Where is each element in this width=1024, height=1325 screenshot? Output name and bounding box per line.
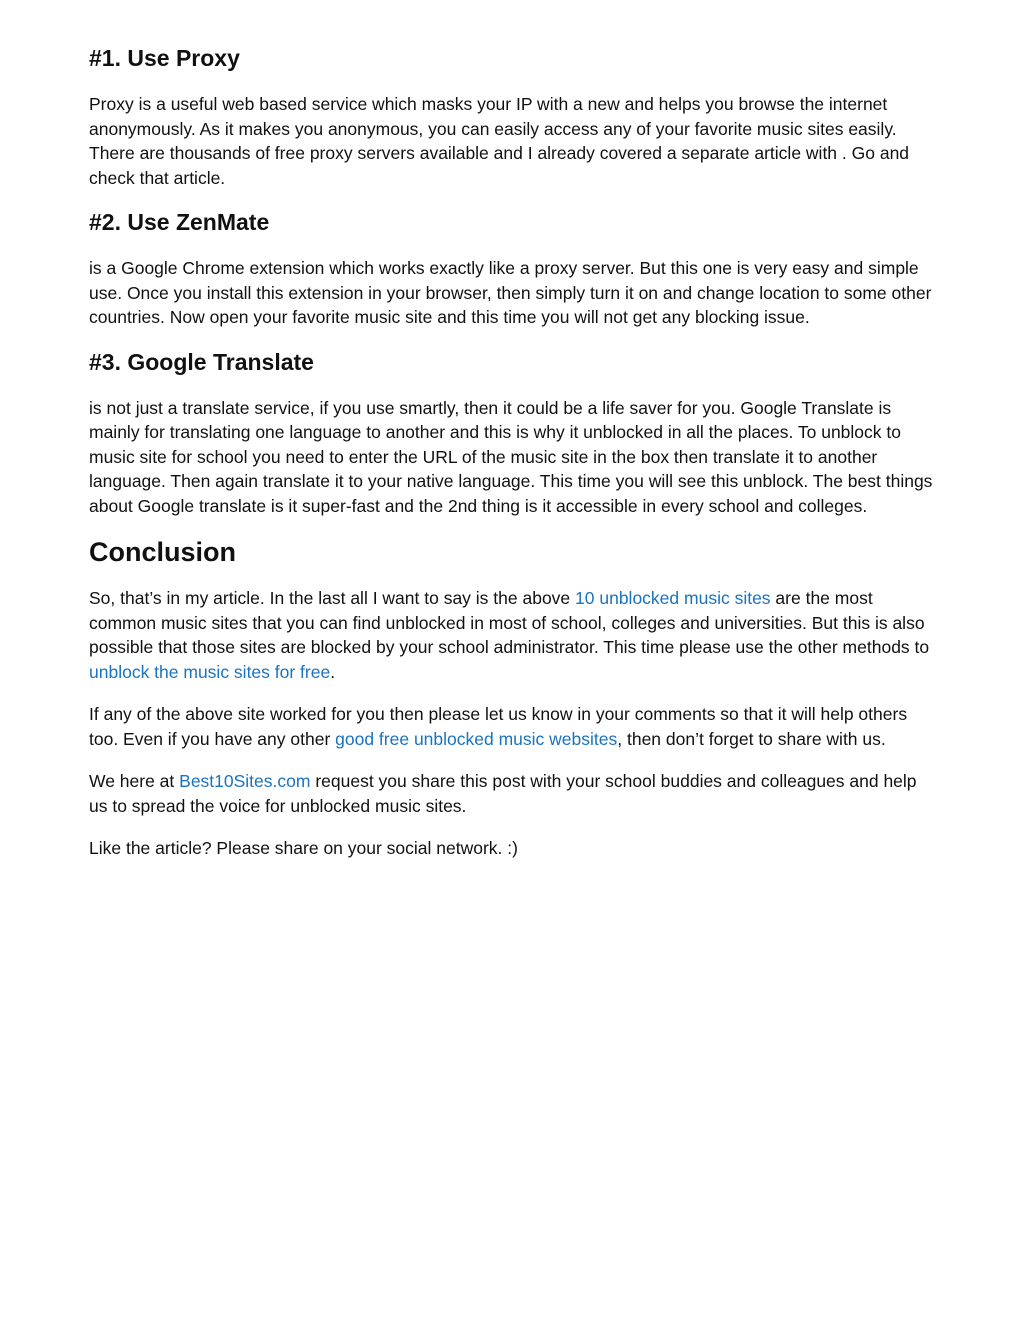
section-use-proxy (89, 44, 939, 190)
paragraph-text: We here at (89, 771, 180, 791)
link-unblock-music-sites-free[interactable]: unblock the music sites for free (89, 661, 331, 682)
section-conclusion (89, 536, 939, 861)
conclusion-heading: Conclusion (89, 537, 236, 567)
link-good-free-unblocked-music-websites[interactable]: good free unblocked music websites (335, 728, 618, 749)
paragraph-text: . (330, 661, 336, 682)
conclusion-paragraph-4: Like the article? Please share on your social network. :) (89, 838, 518, 858)
paragraph-text: request you share this post with your school buddies and colleagues and help us to spread the voice for unblocked music sites. (89, 771, 917, 816)
paragraph-text: , then don’t forget to share with us. (617, 728, 886, 749)
paragraph-text: are the most common music sites that you can find unblocked in most of school, colleges and universities. But this is also possible that those sites are blocked by your school administrator. This time please use the other methods to (89, 588, 930, 657)
paragraph-text: If any of the above site worked for you then please let us know in your comments so that it will help others too. Even if you have any other (89, 704, 908, 749)
conclusion-paragraph-3 (89, 769, 939, 818)
link-best10sites[interactable]: Best10Sites.com (179, 771, 311, 791)
conclusion-paragraph-2 (89, 702, 939, 751)
section-heading: #2. Use ZenMate (89, 209, 270, 235)
section-google-translate (89, 348, 939, 519)
section-use-zenmate (89, 208, 939, 330)
section-body: is a Google Chrome extension which works exactly like a proxy server. But this one is very easy and simple use. Once you install this extension in your browser, then simply turn it on and change location to some other countries. Now open your favorite music site and this time you will not get any blocking issue. (89, 258, 932, 327)
section-heading: #1. Use Proxy (89, 45, 240, 71)
section-body: Proxy is a useful web based service which masks your IP with a new and helps you browse the internet anonymously. As it makes you anonymous, you can easily access any of your favorite music sites easily. There are thousands of free proxy servers available and I already covered a separate article with . Go and check that article. (89, 94, 910, 188)
section-heading: #3. Google Translate (89, 348, 314, 375)
link-10-unblocked-music-sites[interactable]: 10 unblocked music sites (575, 588, 771, 608)
paragraph-text: So, that’s in my article. In the last all I want to say is the above (89, 588, 576, 608)
conclusion-paragraph-1 (89, 586, 939, 684)
section-body: is not just a translate service, if you use smartly, then it could be a life saver for you. Google Translate is mainly for translating one language to another and this is why it unblocked in all the places. To unblock to music site for school you need to enter the URL of the music site in the box then translate it to another language. Then again translate it to your native language. This time you will see this unblock. The best things about Google translate is it super-fast and the 2nd thing is it accessible in every school and colleges. (89, 397, 933, 516)
article (89, 44, 939, 879)
